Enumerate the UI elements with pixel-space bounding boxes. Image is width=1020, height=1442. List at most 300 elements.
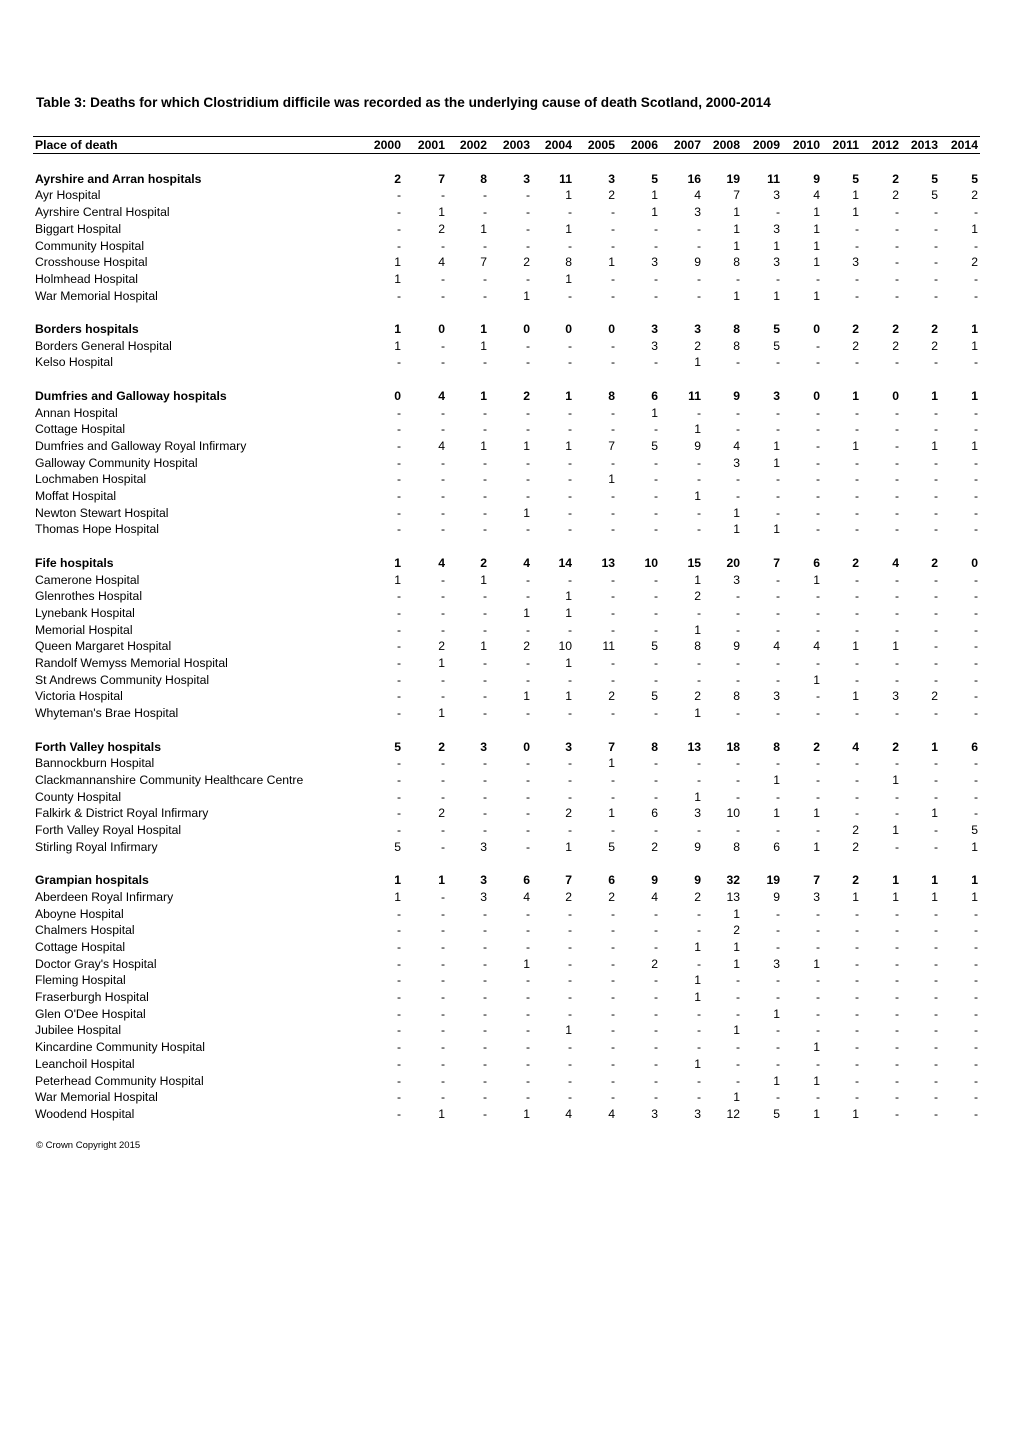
death-count-cell: - — [854, 605, 859, 620]
death-count-cell: 5 — [394, 839, 401, 854]
death-count-cell: - — [653, 939, 658, 954]
death-count-cell: - — [567, 238, 572, 253]
death-count-cell: - — [610, 522, 615, 537]
death-count-cell: - — [894, 505, 899, 520]
table-row — [33, 405, 980, 422]
death-count-cell: 1 — [773, 288, 780, 303]
death-count-cell: - — [482, 939, 487, 954]
death-count-cell: - — [973, 288, 978, 303]
death-count-cell: 2 — [523, 639, 530, 654]
table-row — [33, 906, 980, 923]
header-year: 2004 — [544, 138, 572, 152]
death-count-cell: - — [775, 572, 780, 587]
death-count-cell: - — [815, 706, 820, 721]
death-count-cell: - — [482, 1056, 487, 1071]
death-count-cell: - — [815, 438, 820, 453]
group-total-cell: 1 — [971, 873, 978, 888]
death-count-cell: - — [440, 1040, 445, 1055]
death-count-cell: - — [653, 589, 658, 604]
header-year: 2011 — [832, 138, 859, 152]
death-count-cell: - — [396, 923, 401, 938]
table-row — [33, 972, 980, 989]
death-count-cell: - — [854, 572, 859, 587]
hospital-name: Whyteman's Brae Hospital — [35, 706, 179, 721]
death-count-cell: - — [567, 939, 572, 954]
death-count-cell: - — [815, 1056, 820, 1071]
death-count-cell: - — [815, 271, 820, 286]
group-total-cell: 2 — [931, 555, 938, 570]
header-year: 2013 — [910, 138, 938, 152]
death-count-cell: - — [525, 990, 530, 1005]
death-count-cell: 2 — [565, 889, 572, 904]
hospital-name: Fraserburgh Hospital — [35, 990, 149, 1005]
death-count-cell: - — [525, 939, 530, 954]
death-count-cell: - — [735, 656, 740, 671]
group-total-cell: 2 — [394, 171, 401, 186]
hospital-name: Cottage Hospital — [35, 422, 126, 437]
death-count-cell: 1 — [565, 689, 572, 704]
table-row — [33, 572, 980, 589]
death-count-cell: - — [653, 990, 658, 1005]
death-count-cell: - — [440, 1006, 445, 1021]
death-count-cell: - — [815, 756, 820, 771]
death-count-cell: - — [567, 205, 572, 220]
group-total-cell: 0 — [813, 388, 820, 403]
hospital-name: Kelso Hospital — [35, 355, 113, 370]
death-count-cell: - — [854, 1023, 859, 1038]
death-count-cell: 1 — [694, 789, 701, 804]
death-count-cell: - — [653, 772, 658, 787]
death-count-cell: - — [775, 605, 780, 620]
death-count-cell: - — [396, 205, 401, 220]
death-count-cell: 3 — [733, 455, 740, 470]
death-count-cell: - — [973, 772, 978, 787]
death-count-cell: - — [567, 1073, 572, 1088]
death-count-cell: - — [815, 355, 820, 370]
death-count-cell: - — [482, 355, 487, 370]
death-count-cell: - — [933, 622, 938, 637]
death-count-cell: - — [525, 1056, 530, 1071]
death-count-cell: 3 — [733, 572, 740, 587]
table-row — [33, 655, 980, 672]
death-count-cell: - — [440, 338, 445, 353]
death-count-cell: - — [973, 990, 978, 1005]
group-total-row — [33, 321, 980, 338]
death-count-cell: 8 — [733, 255, 740, 270]
death-count-cell: - — [815, 1006, 820, 1021]
death-count-cell: 8 — [733, 338, 740, 353]
death-count-cell: 1 — [694, 572, 701, 587]
table-row — [33, 672, 980, 689]
group-total-cell: 3 — [773, 388, 780, 403]
death-count-cell: 1 — [892, 823, 899, 838]
death-count-cell: 3 — [773, 689, 780, 704]
death-count-cell: - — [610, 789, 615, 804]
death-count-cell: - — [933, 489, 938, 504]
group-total-cell: 9 — [733, 388, 740, 403]
death-count-cell: 1 — [608, 756, 615, 771]
death-count-cell: - — [525, 806, 530, 821]
death-count-cell: - — [696, 288, 701, 303]
death-count-cell: - — [482, 188, 487, 203]
death-count-cell: 1 — [773, 1073, 780, 1088]
group-total-cell: 2 — [813, 739, 820, 754]
death-count-cell: - — [933, 205, 938, 220]
death-count-cell: 1 — [565, 188, 572, 203]
death-count-cell: - — [696, 1023, 701, 1038]
death-count-cell: - — [815, 605, 820, 620]
death-count-cell: - — [610, 656, 615, 671]
group-total-cell: 8 — [480, 171, 487, 186]
death-count-cell: - — [854, 973, 859, 988]
death-count-cell: - — [653, 605, 658, 620]
death-count-cell: 1 — [523, 505, 530, 520]
group-total-row — [33, 739, 980, 756]
death-count-cell: - — [973, 1040, 978, 1055]
death-count-cell: - — [933, 1023, 938, 1038]
death-count-cell: 1 — [892, 639, 899, 654]
death-count-cell: - — [482, 1090, 487, 1105]
hospital-name: Aboyne Hospital — [35, 906, 124, 921]
group-total-cell: 0 — [565, 322, 572, 336]
death-count-cell: - — [815, 622, 820, 637]
death-count-cell: 1 — [813, 221, 820, 236]
death-count-cell: 2 — [694, 889, 701, 904]
death-count-cell: - — [775, 405, 780, 420]
death-count-cell: 8 — [733, 839, 740, 854]
death-count-cell: - — [482, 1040, 487, 1055]
death-count-cell: - — [482, 288, 487, 303]
hospital-name: County Hospital — [35, 789, 122, 804]
death-count-cell: - — [567, 672, 572, 687]
death-count-cell: 1 — [813, 572, 820, 587]
death-count-cell: - — [696, 221, 701, 236]
death-count-cell: - — [933, 589, 938, 604]
death-count-cell: 1 — [651, 188, 658, 203]
death-count-cell: - — [933, 455, 938, 470]
death-count-cell: - — [525, 1006, 530, 1021]
death-count-cell: - — [696, 1040, 701, 1055]
group-total-cell: 1 — [438, 873, 445, 888]
death-count-cell: 2 — [608, 889, 615, 904]
death-count-cell: - — [567, 522, 572, 537]
death-count-cell: - — [482, 906, 487, 921]
group-total-cell: 6 — [971, 739, 978, 754]
death-count-cell: - — [815, 689, 820, 704]
death-count-cell: 4 — [694, 188, 701, 203]
death-count-cell: - — [815, 422, 820, 437]
group-total-row — [33, 388, 980, 405]
death-count-cell: - — [396, 605, 401, 620]
death-count-cell: 5 — [931, 188, 938, 203]
group-total-cell: 9 — [694, 873, 701, 888]
death-count-cell: - — [653, 572, 658, 587]
death-count-cell: 1 — [813, 1040, 820, 1055]
death-count-cell: - — [525, 221, 530, 236]
death-count-cell: 4 — [733, 438, 740, 453]
death-count-cell: - — [815, 973, 820, 988]
death-count-cell: 3 — [480, 839, 487, 854]
death-count-cell: 1 — [813, 255, 820, 270]
death-count-cell: 3 — [480, 889, 487, 904]
death-count-cell: - — [482, 772, 487, 787]
table-row — [33, 488, 980, 505]
group-total-cell: 1 — [971, 322, 978, 336]
death-count-cell: - — [933, 271, 938, 286]
death-count-cell: 1 — [694, 1056, 701, 1071]
hospital-name: St Andrews Community Hospital — [35, 672, 210, 687]
death-count-cell: - — [894, 789, 899, 804]
group-total-cell: 2 — [852, 555, 859, 570]
death-count-cell: - — [610, 823, 615, 838]
death-count-cell: - — [525, 1090, 530, 1105]
death-count-cell: - — [653, 656, 658, 671]
hospital-name: War Memorial Hospital — [35, 1090, 158, 1105]
death-count-cell: 5 — [971, 823, 978, 838]
death-count-cell: - — [775, 505, 780, 520]
death-count-cell: - — [696, 906, 701, 921]
death-count-cell: - — [894, 973, 899, 988]
group-total-cell: 11 — [688, 388, 701, 403]
death-count-cell: 1 — [773, 455, 780, 470]
death-count-cell: 3 — [694, 205, 701, 220]
death-count-cell: - — [775, 939, 780, 954]
death-count-cell: - — [610, 205, 615, 220]
death-count-cell: 2 — [971, 188, 978, 203]
death-count-cell: - — [973, 422, 978, 437]
group-total-cell: 1 — [931, 739, 938, 754]
death-count-cell: - — [815, 906, 820, 921]
death-count-cell: - — [396, 1073, 401, 1088]
death-count-cell: - — [815, 823, 820, 838]
death-count-cell: - — [973, 756, 978, 771]
group-total-cell: 2 — [480, 555, 487, 570]
death-count-cell: - — [973, 522, 978, 537]
death-count-cell: - — [567, 772, 572, 787]
death-count-cell: 2 — [931, 338, 938, 353]
death-count-cell: - — [815, 923, 820, 938]
death-count-cell: 1 — [651, 205, 658, 220]
death-count-cell: - — [894, 355, 899, 370]
death-count-cell: - — [854, 1073, 859, 1088]
death-count-cell: - — [973, 472, 978, 487]
group-total-cell: 15 — [687, 555, 701, 570]
death-count-cell: - — [567, 973, 572, 988]
death-count-cell: - — [610, 1006, 615, 1021]
group-total-cell: 0 — [438, 322, 445, 336]
death-count-cell: - — [525, 923, 530, 938]
death-count-cell: - — [696, 756, 701, 771]
table-row — [33, 354, 980, 371]
death-count-cell: 1 — [852, 1106, 859, 1121]
death-count-cell: - — [396, 422, 401, 437]
death-count-cell: 1 — [523, 956, 530, 971]
death-count-cell: - — [440, 789, 445, 804]
death-count-cell: - — [525, 973, 530, 988]
group-name: Forth Valley hospitals — [35, 739, 161, 754]
group-name: Fife hospitals — [35, 555, 114, 570]
group-total-cell: 1 — [394, 555, 401, 570]
table-row — [33, 271, 980, 288]
death-count-cell: - — [815, 939, 820, 954]
death-count-cell: - — [735, 622, 740, 637]
death-count-cell: 5 — [608, 839, 615, 854]
group-total-cell: 0 — [523, 739, 530, 754]
spacer-row — [33, 154, 980, 171]
death-count-cell: - — [525, 839, 530, 854]
death-count-cell: - — [610, 1040, 615, 1055]
death-count-cell: - — [482, 271, 487, 286]
group-total-cell: 3 — [523, 171, 530, 186]
death-count-cell: - — [567, 355, 572, 370]
hospital-name: Cottage Hospital — [35, 939, 126, 954]
death-count-cell: 1 — [394, 572, 401, 587]
death-count-cell: - — [735, 489, 740, 504]
death-count-cell: - — [396, 438, 401, 453]
death-count-cell: 1 — [565, 589, 572, 604]
death-count-cell: 8 — [694, 639, 701, 654]
death-count-cell: - — [440, 422, 445, 437]
death-count-cell: 1 — [694, 489, 701, 504]
hospital-name: Doctor Gray's Hospital — [35, 956, 157, 971]
death-count-cell: 1 — [608, 806, 615, 821]
hospital-name: Ayr Hospital — [35, 188, 101, 203]
table-row — [33, 956, 980, 973]
death-count-cell: - — [396, 405, 401, 420]
death-count-cell: 4 — [438, 438, 445, 453]
death-count-cell: - — [933, 605, 938, 620]
death-count-cell: 1 — [565, 839, 572, 854]
death-count-cell: - — [933, 639, 938, 654]
death-count-cell: - — [396, 939, 401, 954]
death-count-cell: 1 — [694, 422, 701, 437]
death-count-cell: - — [482, 756, 487, 771]
death-count-cell: 4 — [813, 639, 820, 654]
death-count-cell: - — [854, 956, 859, 971]
death-count-cell: 1 — [565, 221, 572, 236]
death-count-cell: - — [894, 956, 899, 971]
hospital-name: Chalmers Hospital — [35, 923, 135, 938]
death-count-cell: 1 — [813, 839, 820, 854]
death-count-cell: - — [894, 756, 899, 771]
header-year: 2003 — [502, 138, 530, 152]
death-count-cell: - — [854, 422, 859, 437]
death-count-cell: - — [567, 1006, 572, 1021]
death-count-cell: - — [854, 806, 859, 821]
hospital-name: Camerone Hospital — [35, 572, 140, 587]
death-count-cell: - — [775, 1023, 780, 1038]
hospital-name: Leanchoil Hospital — [35, 1056, 135, 1071]
death-count-cell: - — [610, 338, 615, 353]
death-count-cell: - — [973, 622, 978, 637]
death-count-cell: - — [973, 205, 978, 220]
death-count-cell: 2 — [608, 689, 615, 704]
death-count-cell: - — [440, 1073, 445, 1088]
death-count-cell: 1 — [651, 405, 658, 420]
death-count-cell: - — [567, 823, 572, 838]
death-count-cell: 1 — [394, 271, 401, 286]
death-count-cell: 1 — [892, 772, 899, 787]
death-count-cell: - — [440, 271, 445, 286]
death-count-cell: - — [440, 188, 445, 203]
death-count-cell: - — [854, 238, 859, 253]
death-count-cell: - — [933, 973, 938, 988]
death-count-cell: - — [567, 1056, 572, 1071]
death-count-cell: - — [396, 756, 401, 771]
death-count-cell: - — [735, 772, 740, 787]
death-count-cell: - — [696, 522, 701, 537]
death-count-cell: 7 — [608, 438, 615, 453]
death-count-cell: - — [440, 522, 445, 537]
group-total-cell: 1 — [480, 388, 487, 403]
death-count-cell: 1 — [694, 355, 701, 370]
spacer-row — [33, 538, 980, 555]
group-total-cell: 10 — [644, 555, 658, 570]
group-total-cell: 5 — [931, 171, 938, 186]
group-total-cell: 4 — [438, 555, 445, 570]
death-count-cell: - — [482, 1023, 487, 1038]
group-total-cell: 0 — [813, 322, 820, 336]
death-count-cell: - — [933, 238, 938, 253]
death-count-cell: - — [482, 472, 487, 487]
death-count-cell: - — [894, 255, 899, 270]
group-total-cell: 7 — [813, 873, 820, 888]
death-count-cell: 1 — [438, 706, 445, 721]
death-count-cell: - — [567, 1090, 572, 1105]
table-title: Table 3: Deaths for which Clostridium difficile was recorded as the underlying cause of death Scotland, 2000-2014 — [36, 95, 771, 110]
death-count-cell: - — [653, 823, 658, 838]
death-count-cell: 3 — [651, 338, 658, 353]
death-count-cell: - — [567, 1040, 572, 1055]
table-row — [33, 989, 980, 1006]
death-count-cell: - — [525, 238, 530, 253]
death-count-cell: - — [735, 1040, 740, 1055]
death-count-cell: - — [525, 489, 530, 504]
death-count-cell: - — [894, 906, 899, 921]
death-count-cell: - — [894, 1106, 899, 1121]
death-count-cell: - — [610, 489, 615, 504]
death-count-cell: - — [610, 672, 615, 687]
death-count-cell: 1 — [565, 605, 572, 620]
death-count-cell: - — [735, 589, 740, 604]
death-count-cell: - — [894, 489, 899, 504]
death-count-cell: - — [696, 823, 701, 838]
death-count-cell: - — [775, 923, 780, 938]
death-count-cell: 1 — [813, 672, 820, 687]
death-count-cell: - — [396, 622, 401, 637]
death-count-cell: 1 — [694, 622, 701, 637]
table-row — [33, 1022, 980, 1039]
table-row — [33, 338, 980, 355]
death-count-cell: - — [525, 522, 530, 537]
death-count-cell: - — [854, 939, 859, 954]
death-count-cell: 1 — [480, 639, 487, 654]
death-count-cell: - — [396, 522, 401, 537]
death-count-cell: - — [815, 772, 820, 787]
death-count-cell: - — [396, 806, 401, 821]
death-count-cell: - — [933, 756, 938, 771]
death-count-cell: - — [610, 923, 615, 938]
death-count-cell: - — [973, 672, 978, 687]
group-total-cell: 8 — [733, 322, 740, 336]
death-count-cell: - — [933, 923, 938, 938]
death-count-cell: - — [610, 990, 615, 1005]
death-count-cell: - — [567, 789, 572, 804]
death-count-cell: - — [973, 455, 978, 470]
hospital-name: Lochmaben Hospital — [35, 472, 147, 487]
death-count-cell: - — [396, 472, 401, 487]
group-name: Dumfries and Galloway hospitals — [35, 388, 227, 403]
